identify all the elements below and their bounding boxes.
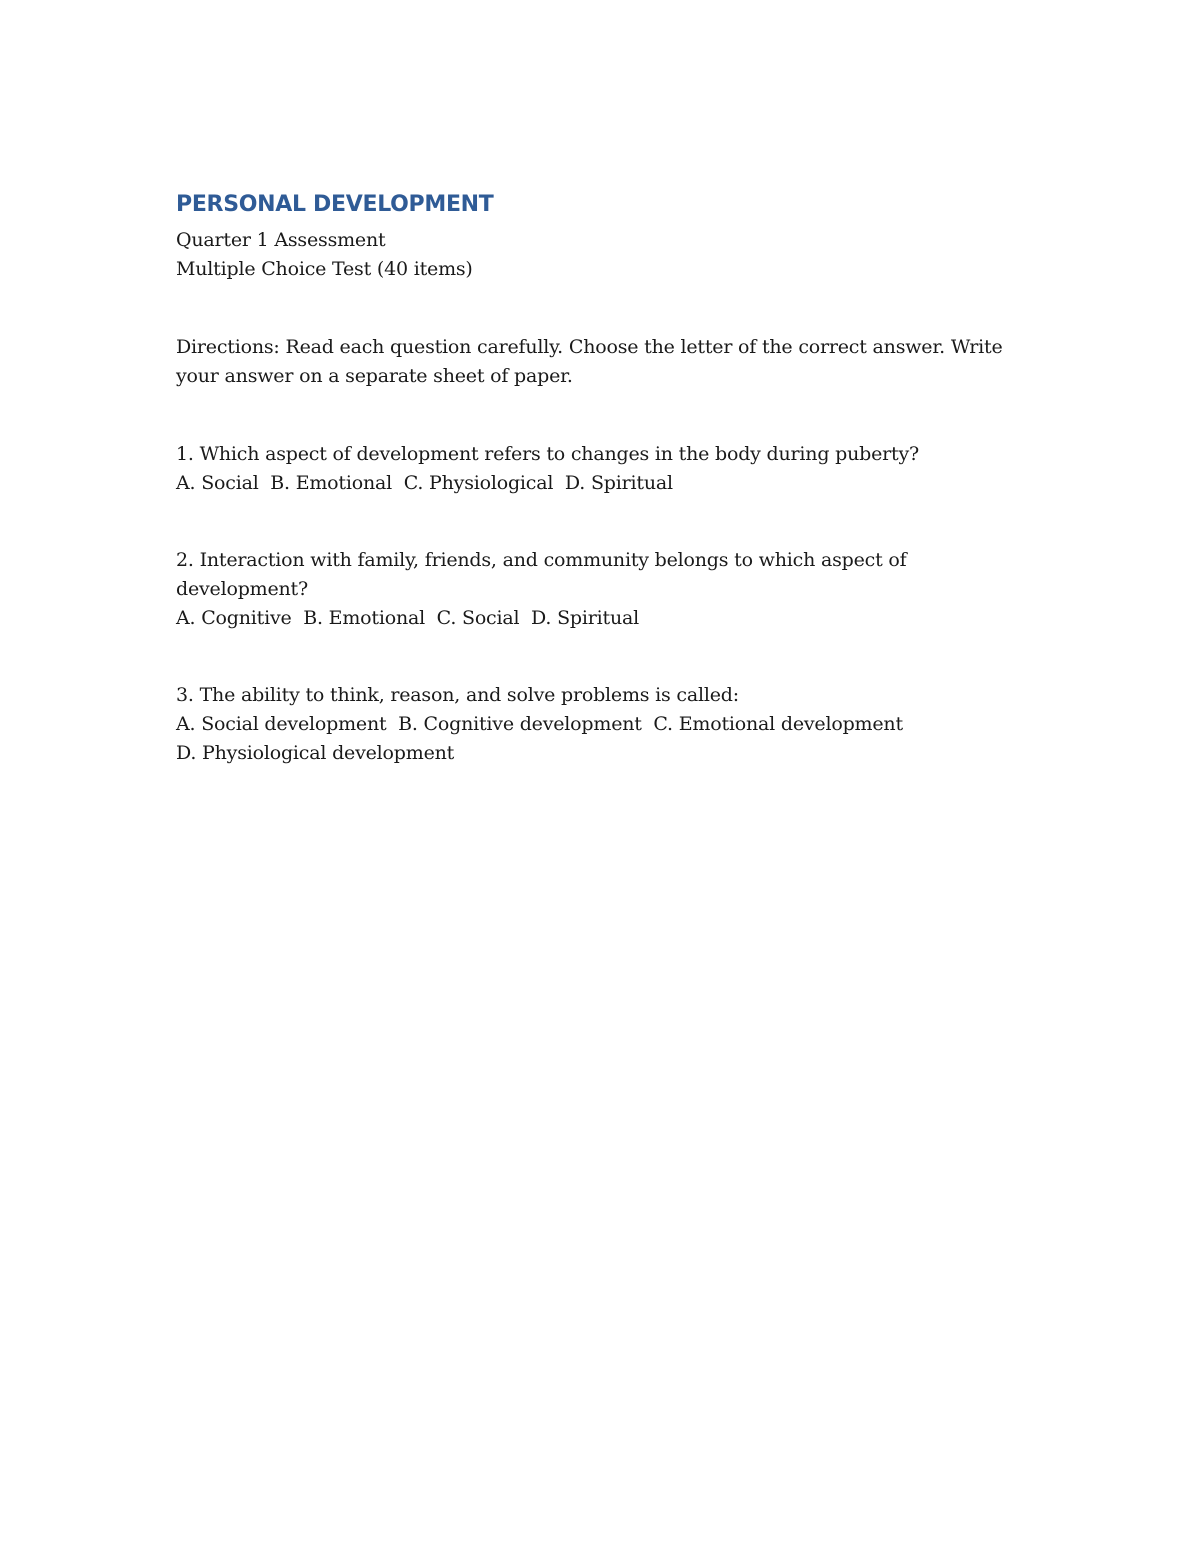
question-item	[176, 546, 1036, 633]
question-text: 1. Which aspect of development refers to changes in the body during puberty?	[176, 443, 919, 465]
subtitle-quarter: Quarter 1 Assessment	[176, 229, 386, 251]
document-title: PERSONAL DEVELOPMENT	[176, 192, 494, 217]
spacer	[176, 633, 1036, 681]
directions-text: Directions: Read each question carefully. Choose the letter of the correct answer. Write your answer on a separate sheet of paper.	[176, 336, 1003, 387]
question-item	[176, 681, 1036, 768]
document-body	[176, 190, 1036, 768]
subtitle-block	[176, 226, 1036, 284]
subtitle-test-type: Multiple Choice Test (40 items)	[176, 258, 473, 280]
question-text: 2. Interaction with family, friends, and community belongs to which aspect of development?	[176, 549, 907, 600]
spacer	[176, 391, 1036, 440]
question-text: 3. The ability to think, reason, and solve problems is called:	[176, 684, 739, 706]
question-choices: A. Cognitive B. Emotional C. Social D. Spiritual	[176, 607, 639, 629]
question-item	[176, 440, 1036, 498]
spacer	[176, 498, 1036, 546]
question-choices: A. Social B. Emotional C. Physiological D. Spiritual	[176, 472, 673, 494]
question-choices: A. Social development B. Cognitive development C. Emotional development D. Physiological development	[176, 713, 915, 764]
spacer	[176, 284, 1036, 333]
